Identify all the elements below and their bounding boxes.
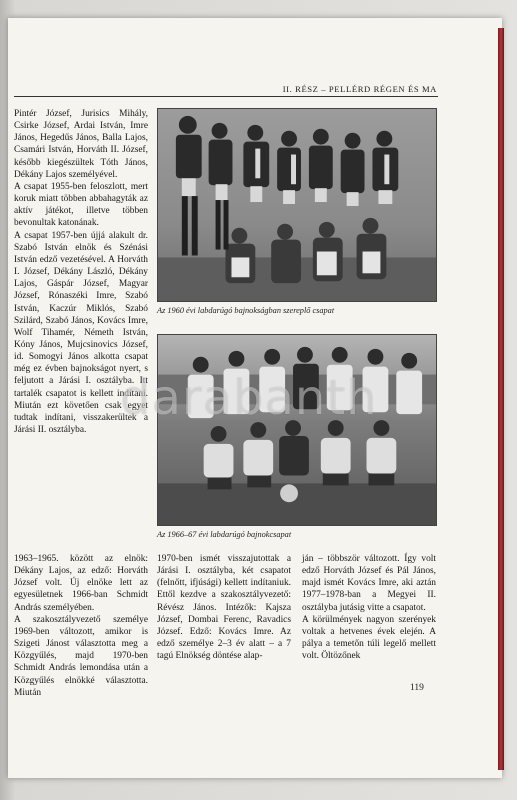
team-photo-1960-image — [158, 109, 436, 301]
column-3 — [302, 553, 436, 662]
paragraph: A csapat 1955-ben feloszlott, mert koruk miatt többen abbahagyták az aktív játékot, illetve többen bevonultak katonának. — [14, 181, 148, 229]
photo-caption-1960: Az 1960 évi labdarúgó bajnokságban szereplő csapat — [157, 306, 335, 315]
paragraph: Pintér József, Jurisics Mihály, Csirke József, Ardai István, Imre János, Hegedűs János, Balla Lajos, Csamári István, Horváth II. József, később kiegészültek Tóth János, Dékány Lajos személyével. — [14, 109, 148, 180]
column-2 — [157, 553, 291, 662]
page-number: 119 — [410, 683, 424, 693]
paragraph: 1963–1965. között az elnök: Dékány Lajos, az edző: Horváth József volt. Új elnöke lett az egyesületnek 1966-ban Schmidt András személyében. — [14, 554, 148, 613]
photo-caption-1966-67: Az 1966–67 évi labdarúgó bajnokcsapat — [157, 530, 292, 539]
column-1-top — [14, 108, 148, 436]
running-head: II. RÉSZ – PELLÉRD RÉGEN ÉS MA — [282, 84, 437, 94]
paragraph: A csapat 1957-ben újjá alakult dr. Szabó István elnök és Szénási István edző vezetésével. A Horváth I. József, Dékány László, Dékány Lajos, Gáspár József, Magyar József, Rónaszéki Imre, Szabó István, Kaczúr Miklós, Szabó Szilárd, Szabó János, Kovács Imre, Wolf Tihamér, Németh István, Kóny János, Mujcsinovics József, id. Somogyi János alkotta csapat még ez évben bajnokságot nyert, s feljutott a Járási I. osztályba. Itt tartalék csapatot is kellett indítani. Miután ezt követően csak egyet tudtak indítani, visszakerültek a Járási II. osztályba. — [14, 230, 148, 436]
watermark-text: darabanth — [120, 370, 378, 426]
team-photo-1966-67-image — [158, 335, 436, 525]
book-spine-edge — [498, 28, 504, 770]
team-photo-1966-67 — [157, 334, 437, 526]
paragraph: A körülmények nagyon szerények voltak a hetvenes évek elején. A pálya a temetőn túli legelő mellett volt. Öltözőnek — [302, 614, 436, 662]
team-photo-1960 — [157, 108, 437, 302]
header-rule — [14, 96, 438, 97]
paragraph: 1970-ben ismét visszajutottak a Járási I. osztályba, két csapatot (felnőtt, ifjúsági) kellett indítaniuk. Ettől kezdve a szakosztályvezető: Révész János. Intézők: Kajsza József, Dombai Ferenc, Ravadics József. Edző: Kovács Imre. Az edző személye 2–3 év alatt – a 7 tagú Elnökség döntése alap- — [157, 554, 291, 662]
column-1-bottom — [14, 553, 148, 699]
paragraph: ján – többször változott. Így volt edző Horváth József és Pál János, majd ismét Kovács Imre, aki aztán 1977–1978-ban a Megyei II. osztályba jutásig vitte a csapatot. — [302, 554, 436, 613]
paragraph: A szakosztályvezető személye 1969-ben változott, amikor is Szigeti Jánost választotta meg a Közgyűlés, majd 1970-ben Schmidt András lemondása után a Közgyűlés elnökké választotta. Miután — [14, 614, 148, 698]
